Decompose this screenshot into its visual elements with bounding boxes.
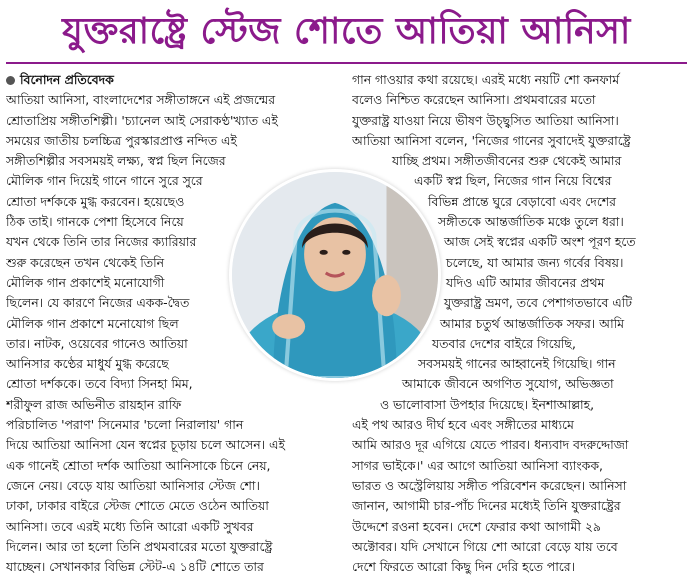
article-line: যুক্তরাষ্ট্র যাওয়া নিয়ে ভীষণ উচ্ছ্বসিত আতিয়া আনিসা। [352,112,619,128]
article-line: যাচ্ছেন। সেখানকার বিভিন্ন স্টেট-এ ১৪টি শোতে তার [6,559,264,575]
article-line: আমাকে জীবনে অগণিত সুযোগ, অভিজ্ঞতা [402,376,614,392]
article-line: পরিচালিত 'পরাণ' সিনেমার 'চলো নিরালায়' গান [6,417,244,433]
article-line: শ্রোতাপ্রিয় সঙ্গীতশিল্পী। 'চ্যানেল আই সেরাকণ্ঠ'খ্যাত এই [6,112,278,128]
article-line: আতিয়া আনিসা বলেন, 'নিজের গানের সুবাদেই যুক্তরাষ্ট্রে [352,132,631,148]
article-line: যখন থেকে তিনি তার নিজের ক্যারিয়ার [6,234,197,250]
article-line: জানান, আগামী চার-পাঁচ দিনের মধ্যেই তিনি যুক্তরাষ্ট্রের [352,498,621,514]
article-line: বলেও নিশ্চিত করেছেন আনিসা। প্রথমবারের মতো [352,92,596,108]
article-line: আতিয়া আনিসা, বাংলাদেশের সঙ্গীতাঙ্গনে এই প্রজন্মের [6,92,276,108]
article-line: এই পথ আরও দীর্ঘ হবে এবং সঙ্গীতের মাধ্যমে [352,417,574,433]
article-line: অক্টোবর। যদি সেখানে গিয়ে শো আরো বেড়ে যায় তবে [352,538,618,554]
article-line: সঙ্গীতশিল্পীর সবসময়ই লক্ষ্য, স্বপ্ন ছিল নিজের [6,153,226,169]
bullet-icon [6,76,15,85]
article-line: যুক্তরাষ্ট্র ভ্রমণ, তবে পেশাগতভাবে এটি [444,295,633,311]
article-line: যাচ্ছি প্রথম। সঙ্গীতজীবনের শুরু থেকেই আমার [392,153,622,169]
article-line: এক গানেই শ্রোতা দর্শক আতিয়া আনিসাকে চিনে নেয়, [6,457,271,473]
article-line: সঙ্গীতকে আন্তর্জাতিক মঞ্চে তুলে ধরা। [438,214,624,230]
article-line: মৌলিক গান দিয়েই গানে গানে সুরে সুরে [6,173,203,189]
article-line: শ্রোতা দর্শককে। তবে বিদ্যা সিনহা মিম, [6,376,193,392]
article-line: সবসময়ই গানের আহ্বানেই গিয়েছি। গান [418,356,616,372]
article-line: চলেছে, যা আমার জন্য গর্বের বিষয়। [446,254,624,270]
article-line: বিভিন্ন প্রান্তে ঘুরে বেড়াবো এবং দেশের [428,193,616,209]
article-line: দিয়ে আতিয়া আনিসা যেন স্বপ্নের চূড়ায় চলে আসেন। এই [6,437,285,453]
portrait-photo [232,172,438,378]
article-line: ঢাকা, ঢাকার বাইরে স্টেজ শোতে মেতে ওঠেন আতিয়া [6,498,269,514]
headline: যুক্তরাষ্ট্রে স্টেজ শোতে আতিয়া আনিসা [62,11,631,52]
article-line: একটি স্বপ্ন ছিল, নিজের গান নিয়ে বিশ্বের [414,173,612,189]
article-line: আমি আরও দূর এগিয়ে যেতে পারব। ধন্যবাদ বদরুদ্দোজা [352,437,629,453]
article-line: আনিসার কণ্ঠের মাধুর্য মুগ্ধ করেছে [6,356,169,372]
article-line: ভারত ও অস্ট্রেলিয়ায় সঙ্গীত পরিবেশন করেছেন। আনিসা [352,477,627,493]
article-line: যতবার দেশের বাইরে গিয়েছি, [432,335,576,351]
article-line: আনিসা। তবে এরই মধ্যে তিনি আরো একটি সুখবর [6,518,254,534]
article-line: শরীফুল রাজ অভিনীত রায়হান রাফি [6,396,182,412]
article-line: সাগর ভাইকে।' এর আগে আতিয়া আনিসা ব্যাংকক, [352,457,603,473]
article-line: শুরু করেছেন তখন থেকেই তিনি [6,254,165,270]
article-line: শ্রোতা দর্শককে মুগ্ধ করবেন। হয়েছেও [6,193,185,209]
article-line: আজ সেই স্বপ্নের একটি অংশ পূরণ হতে [444,234,636,250]
article-line: উদ্দেশে রওনা হবেন। দেশে ফেরার কথা আগামী ২৯ [352,518,601,534]
article-line: মৌলিক গান প্রকাশে মনোযোগ ছিল [6,315,179,331]
byline [6,70,338,90]
article-line: আমার চতুর্থ আন্তর্জাতিক সফর। আমি [440,315,625,331]
article-line: ও ভালোবাসা উপহার দিয়েছে। ইনশাআল্লাহ, [380,396,595,412]
byline-text: বিনোদন প্রতিবেদক [20,72,114,87]
article-line: দেশে ফিরতে আরো কিছু দিন দেরি হতে পারে। [352,559,576,575]
portrait-illustration [232,172,438,378]
headline-divider [6,62,687,64]
article-line: যদিও এটি আমার জীবনের প্রথম [446,274,605,290]
article-line: সময়ের জাতীয় চলচ্চিত্র পুরস্কারপ্রাপ্ত নন্দিত এই [6,132,237,148]
article-line: ছিলেন। যে কারণে নিজের একক-দ্বৈত [6,295,190,311]
article-line: গান গাওয়ার কথা রয়েছে। এরই মধ্যে নয়টি শো কনফার্ম [352,72,620,87]
article-line: ঠিক তাই। গানকে পেশা হিসেবে নিয়ে [6,214,184,230]
article-line: দিলেন। আর তা হলো তিনি প্রথমবারের মতো যুক্তরাষ্ট্রে [6,538,273,554]
article-line: মৌলিক গান প্রকাশেই মনোযোগী [6,274,165,290]
article-line: জেনে নেয়। বেড়ে যায় আতিয়া আনিসার স্টেজ শো। [6,477,260,493]
article-line: তার। নাটক, ওয়েবের গানেও আতিয়া [6,335,188,351]
